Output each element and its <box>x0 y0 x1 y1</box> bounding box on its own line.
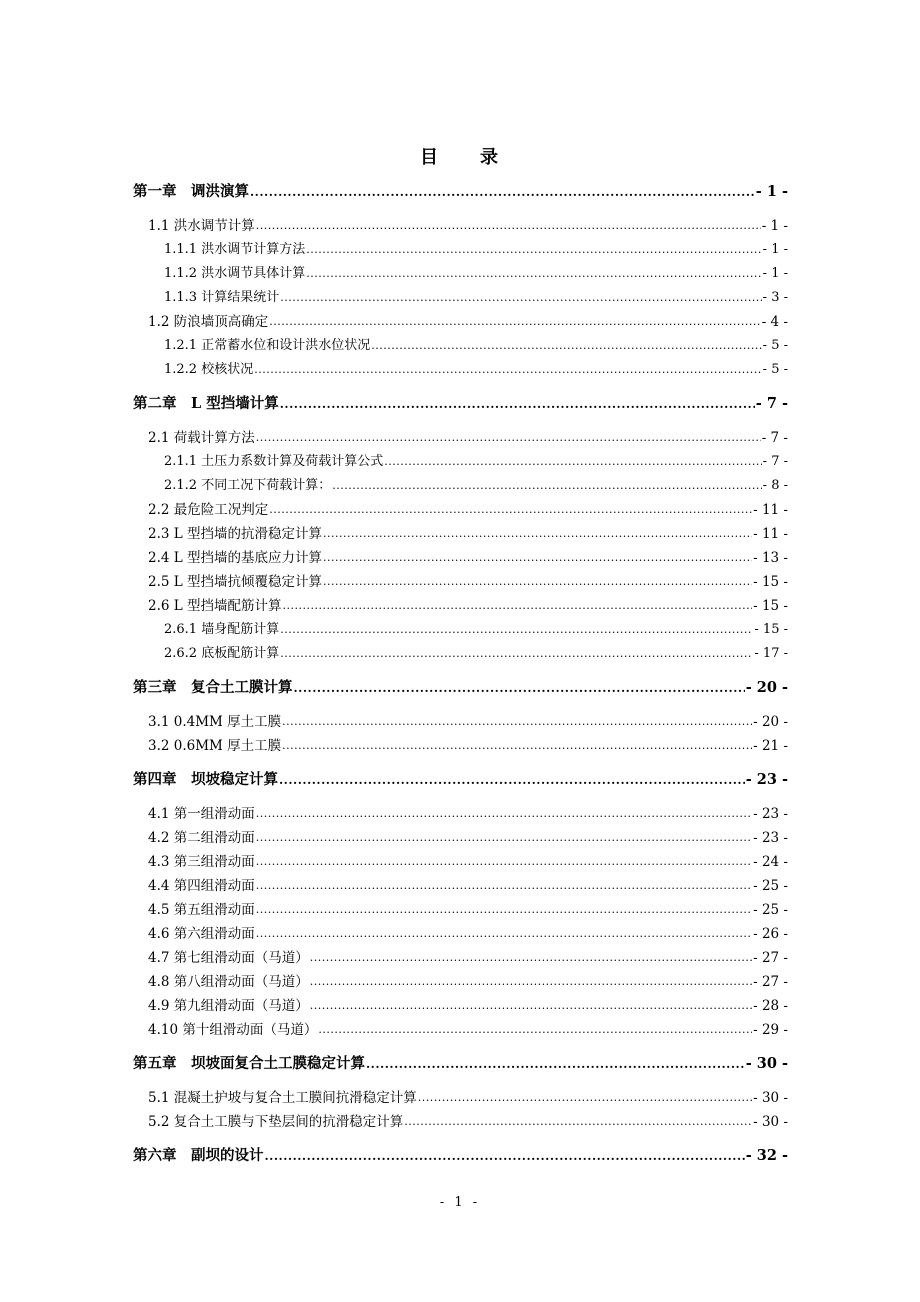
toc-chapter-entry[interactable] <box>133 1146 788 1166</box>
toc-section-entry[interactable] <box>133 852 788 872</box>
toc-entry-label: 第一章 调洪演算 <box>133 183 249 200</box>
toc-entry-label: 2.1.2 不同工况下荷载计算： <box>164 478 332 493</box>
toc-entry-page: - 1 - <box>755 183 788 200</box>
toc-entry-page: - 20 - <box>753 714 788 730</box>
toc-entry-page: - 1 - <box>761 218 788 234</box>
toc-dot-leader <box>310 996 752 1016</box>
toc-entry-page: - 29 - <box>753 1022 788 1038</box>
toc-entry-page: - 25 - <box>753 878 788 894</box>
toc-entry-page: - 15 - <box>754 622 788 637</box>
toc-entry-page: - 30 - <box>745 1055 788 1072</box>
toc-entry-label: 1.1 洪水调节计算 <box>148 218 255 234</box>
toc-entry-page: - 4 - <box>761 314 788 330</box>
toc-dot-leader <box>418 1088 752 1108</box>
toc-dot-leader <box>283 596 753 616</box>
toc-section-entry[interactable] <box>133 428 788 448</box>
toc-dot-leader <box>282 736 752 756</box>
toc-entry-label: 4.5 第五组滑动面 <box>148 902 255 918</box>
toc-entry-label: 第三章 复合土工膜计算 <box>133 679 293 696</box>
toc-entry-label: 5.2 复合土工膜与下垫层间的抗滑稳定计算 <box>148 1114 404 1130</box>
toc-entry-page: - 7 - <box>761 430 788 446</box>
toc-dot-leader <box>256 828 752 848</box>
toc-dot-leader <box>279 770 745 790</box>
toc-entry-label: 4.10 第十组滑动面（马道） <box>148 1022 318 1038</box>
toc-dot-leader <box>384 452 761 472</box>
toc-entry-label: 4.1 第一组滑动面 <box>148 806 255 822</box>
toc-entry-page: - 7 - <box>762 454 788 469</box>
toc-section-entry[interactable] <box>133 524 788 544</box>
toc-entry-label: 5.1 混凝土护坡与复合土工膜间抗滑稳定计算 <box>148 1090 417 1106</box>
toc-section-entry[interactable] <box>133 1020 788 1040</box>
toc-section-entry[interactable] <box>133 972 788 992</box>
toc-entry-page: - 23 - <box>753 806 788 822</box>
toc-dot-leader <box>256 924 752 944</box>
toc-entry-page: - 11 - <box>753 502 788 518</box>
toc-entry-page: - 27 - <box>753 974 788 990</box>
toc-dot-leader <box>256 428 761 448</box>
toc-entry-label: 4.3 第三组滑动面 <box>148 854 255 870</box>
toc-dot-leader <box>306 264 761 284</box>
toc-section-entry[interactable] <box>133 712 788 732</box>
toc-dot-leader <box>310 948 752 968</box>
toc-entry-label: 1.2 防浪墙顶高确定 <box>148 314 269 330</box>
toc-section-entry[interactable] <box>133 996 788 1016</box>
toc-entry-label: 3.2 0.6MM 厚土工膜 <box>148 738 282 754</box>
toc-chapter-entry[interactable] <box>133 182 788 202</box>
page-number: - 1 - <box>439 1195 481 1210</box>
toc-entry-page: - 25 - <box>753 902 788 918</box>
toc-entry-label: 第六章 副坝的设计 <box>133 1147 264 1164</box>
toc-subsection-entry[interactable] <box>133 264 788 284</box>
toc-entry-label: 4.7 第七组滑动面（马道） <box>148 950 309 966</box>
toc-dot-leader <box>306 240 761 260</box>
toc-dot-leader <box>318 1020 752 1040</box>
toc-dot-leader <box>256 852 752 872</box>
toc-dot-leader <box>404 1112 752 1132</box>
toc-entry-page: - 24 - <box>753 854 788 870</box>
toc-subsection-entry[interactable] <box>133 288 788 308</box>
toc-entry-label: 4.9 第九组滑动面（马道） <box>148 998 309 1014</box>
toc-entry-page: - 5 - <box>762 338 788 353</box>
toc-entry-label: 第二章 L 型挡墙计算 <box>133 395 279 412</box>
toc-dot-leader <box>265 1146 745 1166</box>
toc-dot-leader <box>323 524 752 544</box>
toc-dot-leader <box>280 644 753 664</box>
toc-dot-leader <box>323 572 752 592</box>
toc-dot-leader <box>256 804 752 824</box>
toc-section-entry[interactable] <box>133 216 788 236</box>
toc-section-entry[interactable] <box>133 900 788 920</box>
toc-dot-leader <box>280 288 761 308</box>
toc-entry-label: 1.1.3 计算结果统计 <box>164 290 280 305</box>
toc-section-entry[interactable] <box>133 948 788 968</box>
toc-entry-page: - 21 - <box>753 738 788 754</box>
toc-section-entry[interactable] <box>133 736 788 756</box>
toc-section-entry[interactable] <box>133 312 788 332</box>
toc-entry-page: - 23 - <box>745 771 788 788</box>
toc-entry-label: 2.2 最危险工况判定 <box>148 502 269 518</box>
toc-section-entry[interactable] <box>133 572 788 592</box>
toc-entry-page: - 13 - <box>753 550 788 566</box>
toc-dot-leader <box>332 476 761 496</box>
toc-entry-page: - 5 - <box>762 362 788 377</box>
toc-dot-leader <box>323 548 752 568</box>
toc-section-entry[interactable] <box>133 596 788 616</box>
toc-entry-page: - 23 - <box>753 830 788 846</box>
toc-entry-page: - 3 - <box>762 290 788 305</box>
toc-section-entry[interactable] <box>133 828 788 848</box>
toc-entry-page: - 28 - <box>753 998 788 1014</box>
toc-entry-label: 2.4 L 型挡墙的基底应力计算 <box>148 550 323 566</box>
toc-entry-page: - 26 - <box>753 926 788 942</box>
toc-subsection-entry[interactable] <box>133 336 788 356</box>
toc-entry-label: 4.4 第四组滑动面 <box>148 878 255 894</box>
toc-entry-label: 1.2.1 正常蓄水位和设计洪水位状况 <box>164 338 371 353</box>
toc-entry-page: - 15 - <box>753 574 788 590</box>
toc-chapter-entry[interactable] <box>133 394 788 414</box>
toc-subsection-entry[interactable] <box>133 476 788 496</box>
toc-entry-page: - 32 - <box>745 1147 788 1164</box>
toc-section-entry[interactable] <box>133 1112 788 1132</box>
toc-entry-page: - 11 - <box>753 526 788 542</box>
toc-entry-label: 2.1 荷载计算方法 <box>148 430 255 446</box>
toc-subsection-entry[interactable] <box>133 360 788 380</box>
toc-dot-leader <box>250 182 755 202</box>
toc-dot-leader <box>294 678 745 698</box>
toc-entry-label: 2.6.1 墙身配筋计算 <box>164 622 280 637</box>
toc-entry-label: 1.2.2 校核状况 <box>164 362 254 377</box>
toc-subsection-entry[interactable] <box>133 644 788 664</box>
toc-entry-page: - 7 - <box>755 395 788 412</box>
toc-dot-leader <box>280 620 753 640</box>
toc-entry-label: 第四章 坝坡稳定计算 <box>133 771 278 788</box>
toc-entry-label: 4.8 第八组滑动面（马道） <box>148 974 309 990</box>
toc-subsection-entry[interactable] <box>133 452 788 472</box>
toc-dot-leader <box>254 360 761 380</box>
toc-subsection-entry[interactable] <box>133 620 788 640</box>
toc-dot-leader <box>256 876 752 896</box>
toc-entry-label: 2.3 L 型挡墙的抗滑稳定计算 <box>148 526 323 542</box>
toc-entry-page: - 27 - <box>753 950 788 966</box>
toc-entry-label: 1.1.1 洪水调节计算方法 <box>164 242 306 257</box>
toc-entry-label: 1.1.2 洪水调节具体计算 <box>164 266 306 281</box>
toc-dot-leader <box>310 972 752 992</box>
toc-entry-label: 第五章 坝坡面复合土工膜稳定计算 <box>133 1055 365 1072</box>
toc-section-entry[interactable] <box>133 548 788 568</box>
toc-dot-leader <box>366 1054 745 1074</box>
toc-entry-label: 2.1.1 土压力系数计算及荷载计算公式 <box>164 454 384 469</box>
toc-entry-page: - 17 - <box>754 646 788 661</box>
toc-title: 目 录 <box>420 147 500 168</box>
toc-dot-leader <box>371 336 761 356</box>
toc-entry-page: - 15 - <box>753 598 788 614</box>
toc-section-entry[interactable] <box>133 1088 788 1108</box>
toc-dot-leader <box>282 712 752 732</box>
toc-dot-leader <box>269 500 752 520</box>
toc-entry-label: 2.6.2 底板配筋计算 <box>164 646 280 661</box>
toc-entry-page: - 8 - <box>762 478 788 493</box>
toc-entry-page: - 1 - <box>762 266 788 281</box>
toc-dot-leader <box>280 394 755 414</box>
toc-entry-label: 3.1 0.4MM 厚土工膜 <box>148 714 282 730</box>
toc-chapter-entry[interactable] <box>133 1054 788 1074</box>
toc-section-entry[interactable] <box>133 804 788 824</box>
toc-dot-leader <box>256 216 761 236</box>
toc-entry-label: 4.6 第六组滑动面 <box>148 926 255 942</box>
toc-section-entry[interactable] <box>133 876 788 896</box>
toc-subsection-entry[interactable] <box>133 240 788 260</box>
toc-entry-label: 2.6 L 型挡墙配筋计算 <box>148 598 282 614</box>
toc-entry-page: - 30 - <box>753 1114 788 1130</box>
toc-entry-page: - 20 - <box>745 679 788 696</box>
toc-section-entry[interactable] <box>133 500 788 520</box>
toc-entry-label: 4.2 第二组滑动面 <box>148 830 255 846</box>
toc-chapter-entry[interactable] <box>133 770 788 790</box>
toc-section-entry[interactable] <box>133 924 788 944</box>
toc-dot-leader <box>269 312 760 332</box>
toc-chapter-entry[interactable] <box>133 678 788 698</box>
toc-entry-page: - 30 - <box>753 1090 788 1106</box>
toc-entry-page: - 1 - <box>762 242 788 257</box>
toc-dot-leader <box>256 900 752 920</box>
toc-entry-label: 2.5 L 型挡墙抗倾覆稳定计算 <box>148 574 323 590</box>
